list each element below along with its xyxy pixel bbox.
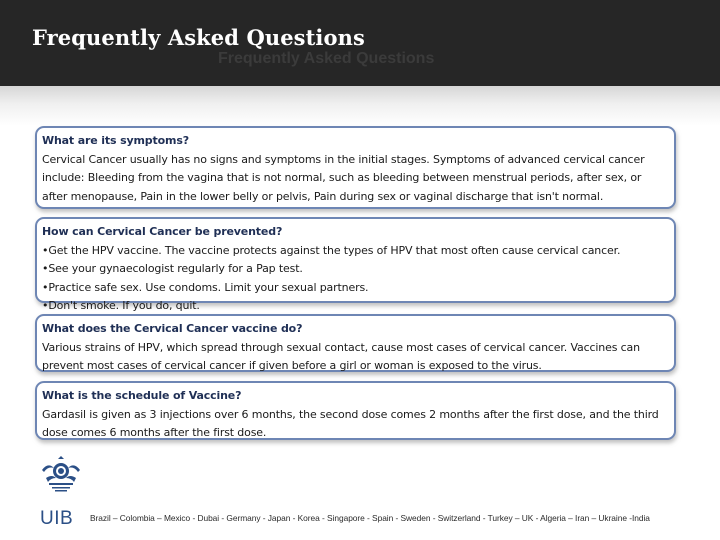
faq-box-schedule (35, 381, 676, 440)
brand-name: UIB (40, 508, 74, 529)
page-title-shadow: Frequently Asked Questions (218, 50, 435, 67)
faq-box-vaccine (35, 314, 676, 372)
country-list: Brazil – Colombia – Mexico - Dubai - Germany - Japan - Korea - Singapore - Spain - Sweden - Switzerland - Turkey – UK - Algeria – Iran – Ukraine -India (90, 513, 650, 523)
faq-box-symptoms (35, 126, 676, 209)
faq-answer (42, 151, 668, 207)
faq-question: How can Cervical Cancer be prevented? (42, 225, 283, 238)
faq-answer (42, 406, 668, 443)
faq-question: What are its symptoms? (42, 134, 189, 147)
faq-answer-bullet: •See your gynaecologist regularly for a Pap test. (42, 262, 303, 275)
faq-answer (42, 242, 668, 316)
faq-answer-text: Cervical Cancer usually has no signs and symptoms in the initial stages. Symptoms of advanced cervical cancer include: Bleeding from the vagina that is not normal, such as bleeding between menstrual periods, after sex, or after menopause, Pain in the lower belly or pelvis, Pain during sex or vaginal discharge that isn't normal. (42, 152, 645, 203)
faq-answer (42, 339, 668, 376)
uib-logo-icon (38, 456, 84, 496)
page-title: Frequently Asked Questions (32, 25, 365, 50)
faq-question: What does the Cervical Cancer vaccine do? (42, 322, 303, 335)
faq-answer-text: Gardasil is given as 3 injections over 6 months, the second dose comes 2 months after the first dose, and the third dose comes 6 months after the first dose. (42, 407, 659, 439)
faq-box-prevention (35, 217, 676, 312)
faq-answer-bullet: •Don't smoke. If you do, quit. (42, 299, 200, 312)
header-shadow (0, 86, 720, 126)
faq-question: What is the schedule of Vaccine? (42, 389, 242, 402)
faq-answer-text: Various strains of HPV, which spread through sexual contact, cause most cases of cervical cancer. Vaccines can prevent most cases of cervical cancer if given before a girl or woman is exposed to the virus. (42, 340, 640, 372)
faq-answer-bullet: •Get the HPV vaccine. The vaccine protects against the types of HPV that most often cause cervical cancer. (42, 243, 621, 257)
faq-answer-bullet: •Practice safe sex. Use condoms. Limit your sexual partners. (42, 280, 369, 294)
